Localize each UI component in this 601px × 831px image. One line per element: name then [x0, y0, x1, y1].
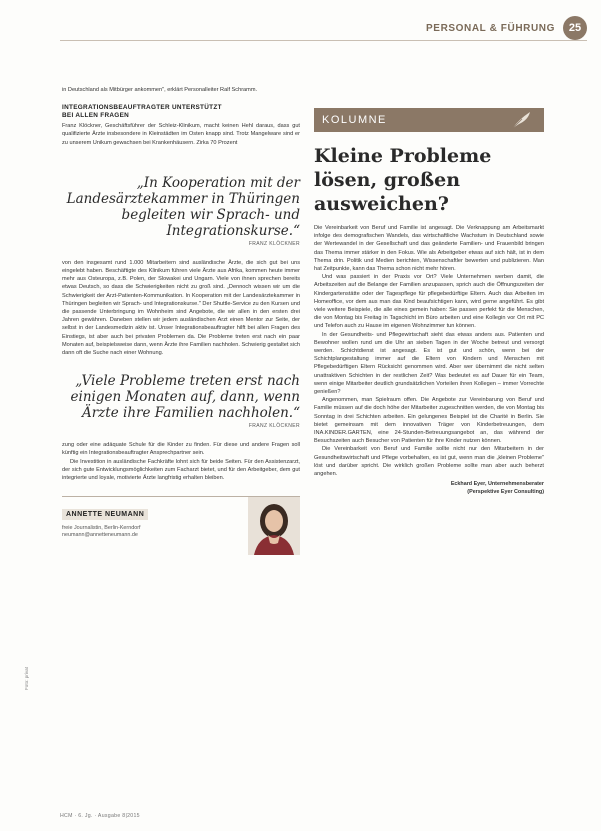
article-paragraph: Die Investition in ausländische Fachkräfte lohnt sich für beide Seiten. Für den Assistenzarzt, der sich gute Entwicklungsmöglichkeiten zum Facharzt bietet, und für den Arbeitgeber, dem gut integrierte und loyale, motivierte Ärzte langfristig erhalten bleiben.: [62, 458, 300, 482]
kolumne-paragraph: Die Vereinbarkeit von Beruf und Familie sollte nicht nur den Mitarbeitern in der Gesundheitswirtschaft und Pflege vorbehalten, es ist gut, wenn man die „kleinen Probleme" löst und darüber spricht. Die wirklich großen Probleme sollte man aber auch beherzt angehen.: [314, 446, 544, 478]
kolumne-banner: [314, 108, 544, 132]
kolumne-signature: [314, 481, 544, 496]
section-title: PERSONAL & FÜHRUNG: [426, 22, 555, 34]
article-column: [62, 86, 300, 554]
kolumne-label: KOLUMNE: [322, 114, 387, 126]
pull-quote: [62, 175, 300, 247]
signature-firm: (Perspektive Eyer Consulting): [467, 488, 544, 495]
header-divider: [60, 40, 587, 41]
pull-quote-attribution: FRANZ KLÖCKNER: [248, 240, 300, 247]
author-photo: [248, 497, 300, 555]
article-paragraph: zung oder eine adäquate Schule für die Kinder zu finden. Für diese und andere Fragen soll künftig ein Integrationsbeauftragter Ansprechpartner sein.: [62, 442, 300, 457]
kolumne-paragraph: Angenommen, man Spielraum offen. Die Angebote zur Vereinbarung von Beruf und Familie müssen auf die doch höhe der Mitarbeiter zugeschnitten werden, die von Montag bis Sonntag in drei Schichten arbeiten. Ein gelungenes Beispiel ist die Charité in Berlin. Sie bietet gemeinsam mit dem innovativen Träger von Kinderbetreuungen, dem INA.KINDER.GARTEN, eine 24-Stunden-Betreuungsangebot an, das während der Besuchszeiten auch Besucher von Patienten für ihre Kinder nutzen können.: [314, 397, 544, 445]
quill-icon: [510, 110, 534, 133]
article-subhead: [62, 104, 300, 120]
author-name: ANNETTE NEUMANN: [62, 509, 148, 520]
page-number: 25: [563, 16, 587, 40]
pull-quote-attribution: FRANZ KLÖCKNER: [248, 423, 300, 430]
page-header: [426, 16, 587, 40]
pull-quote-text: „In Kooperation mit der Landesärztekammer in Thüringen begleiten wir Sprach- und Integrationskurse.“: [66, 174, 300, 239]
subhead-line-1: INTEGRATIONSBEAUFTRAGTER UNTERSTÜTZT: [62, 104, 222, 112]
pull-quote: [62, 373, 300, 429]
author-role: freie Journalistin, Berlin-Kerndorf: [62, 525, 141, 532]
pull-quote-text: „Viele Probleme treten erst nach einigen Monaten auf, dann, wenn Ärzte ihre Familien nachholen.“: [70, 373, 300, 422]
page-footer: HCM · 6. Jg. · Ausgabe 8|2015: [60, 813, 140, 819]
subhead-line-2: BEI ALLEN FRAGEN: [62, 112, 130, 120]
kolumne-column: [314, 144, 544, 496]
kolumne-paragraph: In der Gesundheits- und Pflegewirtschaft sieht das etwas anders aus. Patienten und Bewohner wollen rund um die Uhr an sieben Tagen in der Woche betreut und versorgt werden. Schichtdienst ist angesagt. Es ist gut und schön, wenn bei der Schichtplangestaltung immer auf die Eltern von Kindern und Menschen mit Pflegebedürftigen Eltern Rücksicht genommen wird. Aber wer übernimmt die nicht selten unattraktiven Schichten in der restlichen Zeit? Was bedeutet es auf Dauer für ein Team, wenn einige Mitarbeiter deutlich grundsätzlichen Vorteilen ihren Kollegen – immer Vorrechte genießen?: [314, 331, 544, 396]
article-paragraph: Franz Klöckner, Geschäftsführer der Schleiz-Klinikum, macht keinen Hehl daraus, dass gut qualifizierte Ärzte insbesondere in Kleinstädten im Osten knapp sind. Trotz Mangelware sind er zu unserem Unikum gewachsen bei Krankenhäusern. Zirka 70 Prozent: [62, 123, 300, 146]
author-email: neumann@annetteneumann.de: [62, 532, 138, 539]
photo-credit: Foto: privat: [24, 667, 29, 690]
article-paragraph: von den insgesamt rund 1.000 Mitarbeitern sind ausländische Ärzte, die sich gut bei uns eingelebt haben. Beschäftigte des Klinikum führen viele Ärzte aus Afrika, kommen heute immer mehr aus Osteuropa, z.B. Polen, der Slowakei und Ungarn. Viele von ihnen sprechen bereits etwas Deutsch, so dass die Schwierigkeiten nicht zu groß sind. „Dennoch wissen wir um die Schwierigkeit der Arzt-Patienten-Kommunikation. In Kooperation mit der Landesärztekammer in Thüringen begleiten wir Sprach- und Integrationskurse." Der Shuttle-Service zu den Kursen und die passende Unterbringung im Wohnheim sind Angebote, die wir allen in den ersten drei Jahren gewähren. Daneben stellen wir jedem ausländischen Arzt einen Mentor zur Seite, der selbst in der Landesmedizin aktiv ist. Unser Integrationsbeauftragter hilft bei allen Fragen des Einstiegs, ist aber auch bei privaten Problemen da. Die Probleme treten erst nach ein paar Monaten auf, beispielsweise dann, wenn Ärzte ihre Familien nachholen. Schwierig gestaltet sich dann oft die Suche nach einer Wohnung.: [62, 259, 300, 357]
article-intro: in Deutschland als Mitbürger ankommen", erklärt Personalleiter Ralf Schramm.: [62, 87, 258, 93]
kolumne-title: Kleine Probleme lösen, großen ausweichen?: [314, 145, 492, 215]
kolumne-paragraph: Die Vereinbarkeit von Beruf und Familie ist angesagt. Die Verknappung am Arbeitsmarkt infolge des demografischen Wandels, das wirtschaftliche Wachstum in Deutschland sowie der Wertewandel in der Gesellschaft und das geänderte Familien- und Frauenbild bringen das Thema immer stärker in den Fokus. Wie als Arbeitgeber etwas auf sich hält, ist in dem Thema drin. Politik und Medien berichten, Wissenschaftler bewerten und publizieren. Man hat Zeitpunkte, kann das Thema schon nicht mehr hören.: [314, 225, 544, 273]
signature-name: Eckhard Eyer, Unternehmensberater: [450, 481, 544, 488]
kolumne-paragraph: Und was passiert in der Praxis vor Ort? Viele Unternehmen werben damit, die Arbeitszeiten auf die Belange der Familien anzupassen, sprich auch die Öffnungszeiten der Kindergartenstätte oder der Tagespflege für pflegebedürftige Eltern. Auch das Arbeiten im Homeoffice, vor dem aus man das Kind beaufsichtigen kann, wird gerne angeführt. Es gibt viele weitere Beispiele, die alle eines gemein haben: Sie passen perfekt für die Menschen, die von Montag bis Freitag in Tagschicht im Büro arbeiten und eine Kollegin vor Ort mit PC und Telefon auch zu Hause im eigenen Wohnzimmer tun können.: [314, 274, 544, 330]
author-box: [62, 496, 300, 554]
